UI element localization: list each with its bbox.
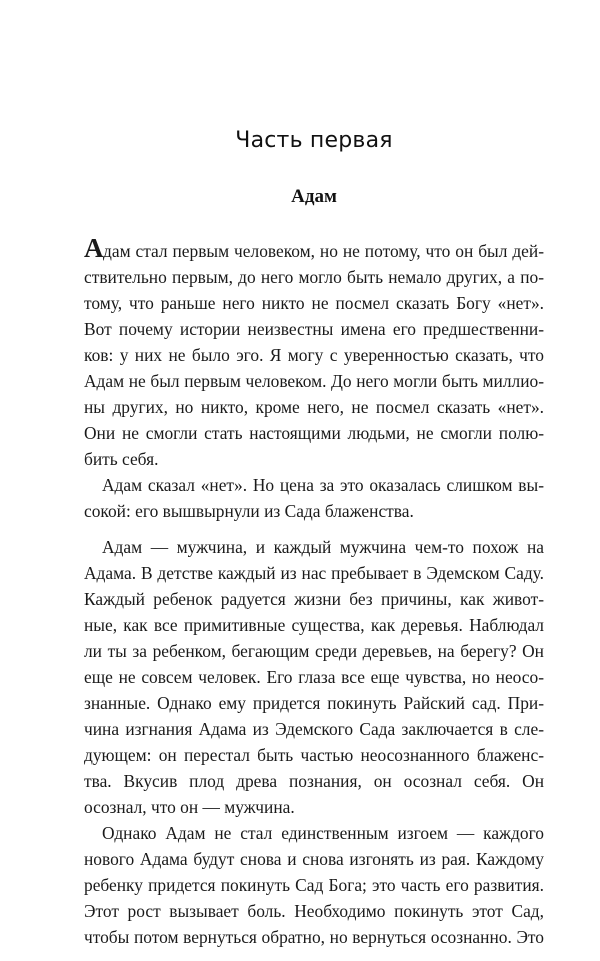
- text-line: Они не смогли стать настоящими людьми, не смогли полю-: [84, 423, 544, 443]
- text-line: Адам — мужчина, и каждый мужчина чем-то похож на: [102, 537, 544, 557]
- text-line: Вот почему истории неизвестны имена его предшественни-: [84, 319, 544, 339]
- text-line: ствительно первым, до него могло быть немало других, а по-: [84, 267, 544, 287]
- text-line: ны других, но никто, кроме него, не посмел сказать «нет».: [84, 397, 544, 417]
- drop-cap: А: [84, 233, 103, 263]
- text-line: еще не совсем человек. Его глаза все еще чувства, но неосо-: [84, 667, 544, 687]
- text-line: ребенку придется покинуть Сад Бога; это часть его развития.: [84, 875, 544, 895]
- part-title: Часть первая: [235, 128, 393, 153]
- text-line: ли ты за ребенком, бегающим среди деревьев, на берегу? Он: [84, 641, 544, 661]
- text-line: дующем: он перестал быть частью неосознанного блаженс-: [84, 745, 544, 765]
- text-line: осознал, что он — мужчина.: [84, 797, 295, 817]
- text-line: тва. Вкусив плод древа познания, он осознал себя. Он: [84, 771, 544, 791]
- text-line: Адам сказал «нет». Но цена за это оказалась слишком вы-: [102, 475, 544, 495]
- book-page: [84, 0, 544, 961]
- text-line: сокой: его вышвырнули из Сада блаженства.: [84, 501, 414, 521]
- text-line: ков: у них не было эго. Я могу с уверенностью сказать, что: [84, 345, 544, 365]
- text-line: чтобы потом вернуться обратно, но вернуться осознанно. Это: [84, 927, 544, 947]
- text-line: чина изгнания Адама из Эдемского Сада заключается в сле-: [84, 719, 544, 739]
- body-text: [84, 233, 544, 950]
- text-line: ные, как все примитивные существа, как деревья. Наблюдал: [84, 615, 544, 635]
- paragraph: [84, 534, 544, 820]
- paragraph: [84, 820, 544, 950]
- text-line: Адам не был первым человеком. До него могли быть миллио-: [84, 371, 544, 391]
- paragraph: [84, 233, 544, 472]
- text-line: знанные. Однако ему придется покинуть Райский сад. При-: [84, 693, 544, 713]
- text-line: Адам стал первым человеком, но не потому, что он был дей-: [84, 233, 544, 263]
- text-line: Однако Адам не стал единственным изгоем — каждого: [102, 823, 544, 843]
- text-line: нового Адама будут снова и снова изгонять из рая. Каждому: [84, 849, 544, 869]
- paragraph: [84, 472, 544, 524]
- chapter-title: Адам: [291, 186, 337, 207]
- text-line: бить себя.: [84, 449, 159, 469]
- text-line: Адама. В детстве каждый из нас пребывает в Эдемском Саду.: [84, 563, 544, 583]
- text-line: тому, что раньше него никто не посмел сказать Богу «нет».: [84, 293, 544, 313]
- text-line: Каждый ребенок радуется жизни без причины, как живот-: [84, 589, 544, 609]
- text-line: Этот рост вызывает боль. Необходимо покинуть этот Сад,: [84, 901, 544, 921]
